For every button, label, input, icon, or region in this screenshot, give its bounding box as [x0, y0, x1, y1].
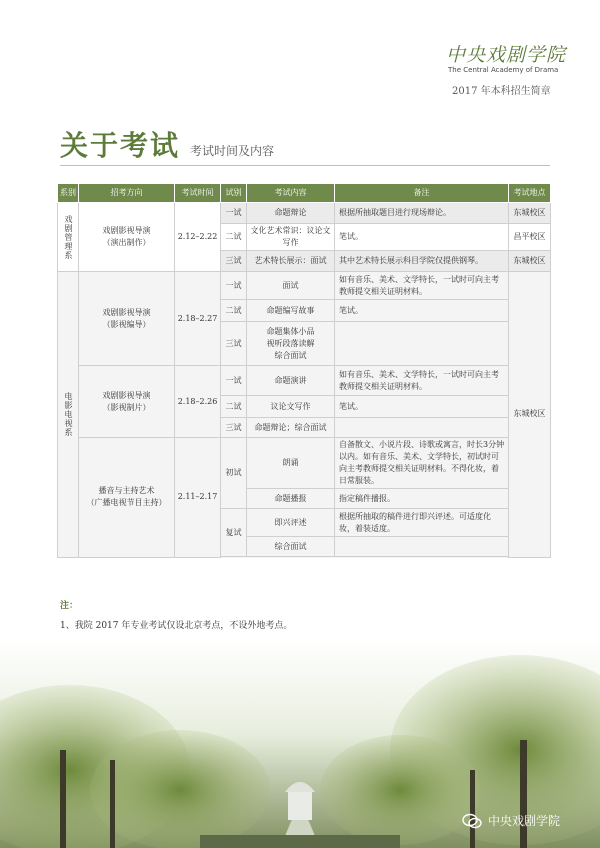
wechat-icon [462, 813, 482, 829]
note-cell: 如有音乐、美术、文学特长，一试时可向主考教师提交相关证明材料。 [335, 272, 509, 300]
content-cell: 议论文写作 [247, 396, 335, 418]
spacer-cell [335, 557, 509, 558]
notes-heading: 注： [60, 601, 79, 611]
note-cell [335, 322, 509, 366]
content-cell: 命题播报 [247, 489, 335, 509]
stage-cell: 二试 [221, 224, 247, 251]
content-cell: 文化艺术常识：议论文写作 [247, 224, 335, 251]
header-time: 考试时间 [175, 184, 221, 203]
header-direction: 招考方向 [79, 184, 175, 203]
logo-chinese: 中央戏剧学院 [446, 44, 567, 66]
table-row [58, 272, 551, 300]
note-cell: 指定稿件播报。 [335, 489, 509, 509]
table-row [58, 438, 551, 489]
time-cell: 2.11–2.17 [175, 438, 221, 558]
table-row [58, 203, 551, 224]
header-dept: 系别 [58, 184, 79, 203]
location-cell: 东城校区 [509, 251, 551, 272]
dept-cell: 电影电视系 [58, 272, 79, 558]
content-cell: 即兴评述 [247, 509, 335, 537]
content-cell: 命题辩论 [247, 203, 335, 224]
table-header-row [58, 184, 551, 203]
note-item: 1、我院 2017 年专业考试仅设北京考点，不设外地考点。 [60, 621, 293, 631]
note-cell: 其中艺术特长展示科目学院仅提供钢琴。 [335, 251, 509, 272]
spacer-cell [247, 557, 335, 558]
time-cell: 2.18–2.27 [175, 272, 221, 366]
stage-cell: 一试 [221, 366, 247, 396]
stage-cell: 复试 [221, 509, 247, 557]
logo-english: The Central Academy of Drama [448, 66, 559, 74]
stage-cell: 二试 [221, 300, 247, 322]
stage-cell: 一试 [221, 203, 247, 224]
direction-cell: 戏剧影视导演 （演出制作） [79, 203, 175, 272]
stage-cell: 二试 [221, 396, 247, 418]
direction-cell: 播音与主持艺术 （广播电视节目主持） [79, 438, 175, 558]
page-subtitle: 考试时间及内容 [190, 144, 275, 158]
header-stage: 试别 [221, 184, 247, 203]
watermark-text: 中央戏剧学院 [488, 814, 561, 828]
stage-cell: 一试 [221, 272, 247, 300]
content-cell: 命题演讲 [247, 366, 335, 396]
time-cell: 2.12–2.22 [175, 203, 221, 272]
header-note: 备注 [335, 184, 509, 203]
stage-cell: 三试 [221, 322, 247, 366]
content-cell: 面试 [247, 272, 335, 300]
location-cell: 东城校区 [509, 272, 551, 558]
table-row [58, 366, 551, 396]
content-cell: 命题辩论；综合面试 [247, 418, 335, 438]
header-content: 考试内容 [247, 184, 335, 203]
note-cell: 如有音乐、美术、文学特长，一试时可向主考教师提交相关证明材料。 [335, 366, 509, 396]
header-location: 考试地点 [509, 184, 551, 203]
note-cell: 自备散文、小说片段、诗歌或寓言，时长3分钟以内。如有音乐、美术、文学特长，初试时可向主考教师提交相关证明材料。不得化妆，着日常服装。 [335, 438, 509, 489]
location-cell: 东城校区 [509, 203, 551, 224]
note-cell: 笔试。 [335, 396, 509, 418]
title-divider [60, 165, 550, 166]
location-cell: 昌平校区 [509, 224, 551, 251]
content-cell: 命题集体小品 视听段落读解 综合面试 [247, 322, 335, 366]
page-title: 关于考试 [60, 129, 181, 162]
note-cell [335, 418, 509, 438]
spacer-cell [221, 557, 247, 558]
note-cell [335, 537, 509, 557]
note-cell: 根据所抽取题目进行现场辩论。 [335, 203, 509, 224]
note-cell: 根据所抽取的稿件进行即兴评述。可适度化妆，着装适度。 [335, 509, 509, 537]
brochure-title: 2017 年本科招生简章 [452, 86, 551, 97]
content-cell: 命题编写故事 [247, 300, 335, 322]
note-cell: 笔试。 [335, 224, 509, 251]
direction-cell: 戏剧影视导演 （影视制片） [79, 366, 175, 438]
dept-cell: 戏剧管理系 [58, 203, 79, 272]
content-cell: 综合面试 [247, 537, 335, 557]
direction-cell: 戏剧影视导演 （影视编导） [79, 272, 175, 366]
stage-cell: 三试 [221, 251, 247, 272]
note-cell: 笔试。 [335, 300, 509, 322]
stage-cell: 初试 [221, 438, 247, 509]
stage-cell: 三试 [221, 418, 247, 438]
time-cell: 2.18–2.26 [175, 366, 221, 438]
wechat-watermark [462, 812, 560, 829]
content-cell: 朗诵 [247, 438, 335, 489]
content-cell: 艺术特长展示：面试 [247, 251, 335, 272]
exam-schedule-table [57, 183, 551, 558]
